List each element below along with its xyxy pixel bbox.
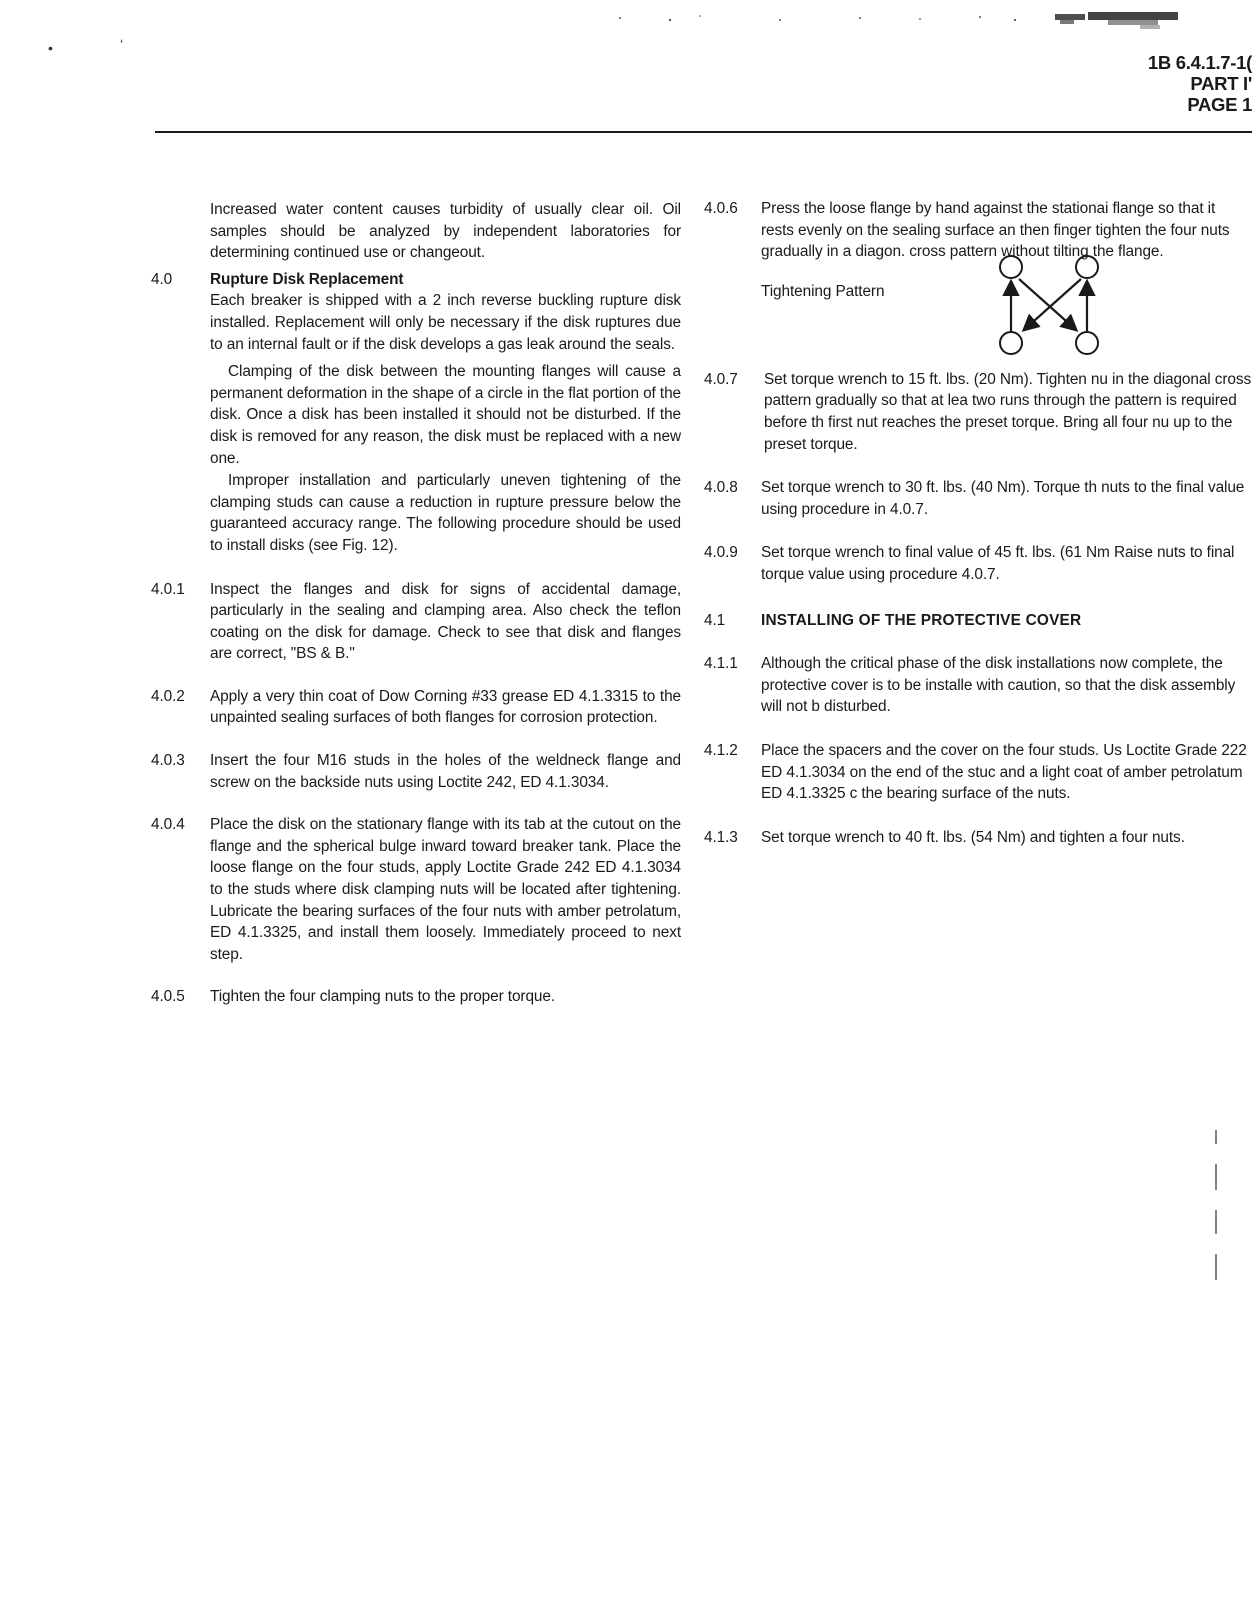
pattern-arrow [1019, 279, 1075, 329]
scan-speck: • [48, 40, 53, 56]
section-heading: INSTALLING OF THE PROTECTIVE COVER [761, 611, 1082, 629]
step-text: Place the disk on the stationary flange with its tab at the cutout on the flange and the spherical bulge inward toward breaker tank. Place the loose flange on the four studs, apply Loctite Grade 242 ED 4.1.3034 to the studs where disk clamping nuts will be located after tightening. Lubricate the bearing surfaces of the four nuts with amber petrolatum, ED 4.1.3325, and install them loosely. Immediately proceed to next step. [210, 816, 681, 963]
step-number: 4.0.7 [704, 370, 738, 388]
intro-paragraph: Increased water content causes turbidity of usually clear oil. Oil samples should be analyzed by independent laboratories for determining continued use or changeout. [210, 201, 681, 262]
step-4-0-9 [704, 542, 1252, 585]
step-number: 4.1.3 [704, 828, 738, 846]
doc-number: 1B 6.4.1.7-1( [1147, 52, 1252, 73]
step-text: Insert the four M16 studs in the holes of the weldneck flange and screw on the backside nuts using Loctite 242, ED 4.1.3034. [210, 752, 681, 791]
step-4-0-5 [151, 986, 681, 1008]
step-4-1-2 [704, 740, 1252, 805]
part-label: PART I' [1190, 73, 1252, 94]
section-number: 4.0 [151, 270, 173, 288]
step-text: Set torque wrench to final value of 45 ft. lbs. (61 Nm Raise nuts to final torque value using procedure 4.0.7. [761, 544, 1235, 583]
scan-speck: ‘ [120, 36, 124, 52]
nut-circle [1000, 256, 1022, 278]
pattern-label: Tightening Pattern [761, 282, 885, 300]
page-header [992, 52, 1252, 115]
step-number: 4.0.3 [151, 752, 185, 770]
step-4-1-1 [704, 653, 1252, 718]
scan-noise [560, 6, 1200, 46]
header-rule [155, 131, 1252, 133]
step-number: 4.0.9 [704, 544, 738, 562]
section-4-0 [151, 269, 681, 557]
step-text: Tighten the four clamping nuts to the proper torque. [210, 988, 556, 1006]
step-number: 4.0.5 [151, 988, 185, 1006]
step-text: Apply a very thin coat of Dow Corning #33 grease ED 4.1.3315 to the unpainted sealing surfaces of both flanges for corrosion protection. [210, 687, 681, 727]
nut-circle [1076, 256, 1098, 278]
step-text: Place the spacers and the cover on the four studs. Us Loctite Grade 222 ED 4.1.3034 on the end of the stuc and a light coat of amber petrolatum ED 4.1.3325 c the bearing surface of the nuts. [761, 741, 1247, 803]
section-heading: Rupture Disk Replacement [210, 270, 404, 288]
step-number: 4.1.2 [704, 741, 738, 759]
paragraph: Each breaker is shipped with a 2 inch reverse buckling rupture disk installed. Replacement will only be necessary if the disk ruptures due to an internal fault or if the disk develops a gas leak around the seals. [210, 292, 681, 353]
step-number: 4.0.1 [151, 580, 185, 598]
step-number: 4.0.2 [151, 687, 185, 705]
tightening-pattern-figure [761, 267, 1252, 359]
step-text: Set torque wrench to 30 ft. lbs. (40 Nm). Torque th nuts to the final value using procedure in 4.0.7. [761, 479, 1245, 518]
paragraph: Clamping of the disk between the mounting flanges will cause a permanent deformation in the shape of a circle in the flat portion of the disk. Once a disk has been installed it should not be disturbed. If the disk is removed for any reason, the disk must be replaced with a new one. [210, 363, 681, 467]
step-text: Set torque wrench to 15 ft. lbs. (20 Nm). Tighten nu in the diagonal cross pattern gradually so that at lea two runs through the pattern is required before th first nut reaches the preset torque. Bring all four nu up to the preset torque. [764, 370, 1252, 453]
step-number: 4.0.8 [704, 479, 738, 497]
step-4-0-3 [151, 750, 681, 793]
step-4-0-1 [151, 579, 681, 665]
step-text: Press the loose flange by hand against the stationai flange so that it rests evenly on the sealing surface an then finger tighten the four nuts gradually in a diagon. cross pattern without tilting the flange. [761, 200, 1230, 261]
left-column [151, 199, 681, 1008]
step-number: 4.0.4 [151, 816, 185, 834]
paragraph: Improper installation and particularly uneven tightening of the clamping studs can cause a reduction in rupture pressure below the guaranteed accuracy range. The following procedure should be used to install disks (see Fig. 12). [210, 472, 681, 554]
step-4-0-7 [704, 369, 1252, 455]
step-text: Although the critical phase of the disk installations now complete, the protective cover is to be installe with caution, so that the disk assembly will not b disturbed. [761, 655, 1236, 716]
section-4-1 [704, 610, 1252, 632]
step-4-0-6 [704, 198, 1252, 359]
step-text: Set torque wrench to 40 ft. lbs. (54 Nm) and tighten a four nuts. [761, 828, 1185, 846]
nut-circle [1000, 332, 1022, 354]
right-column [704, 198, 1252, 848]
nut-circle [1076, 332, 1098, 354]
pattern-arrow [1025, 279, 1081, 329]
step-number: 4.0.6 [704, 200, 738, 217]
step-4-1-3 [704, 827, 1252, 849]
step-4-0-4 [151, 814, 681, 965]
step-text: Inspect the flanges and disk for signs of accidental damage, particularly in the sealing and clamping area. Also check the teflon coating on the disk for damage. Check to see that disk and flanges are correct, "BS & B." [210, 580, 681, 663]
step-number: 4.1.1 [704, 655, 738, 673]
cross-pattern-diagram [991, 253, 1101, 357]
step-4-0-2 [151, 686, 681, 729]
section-number: 4.1 [704, 611, 726, 629]
page-number: PAGE 1 [1187, 94, 1252, 115]
step-4-0-8 [704, 477, 1252, 520]
binding-marks [1214, 1130, 1218, 1300]
